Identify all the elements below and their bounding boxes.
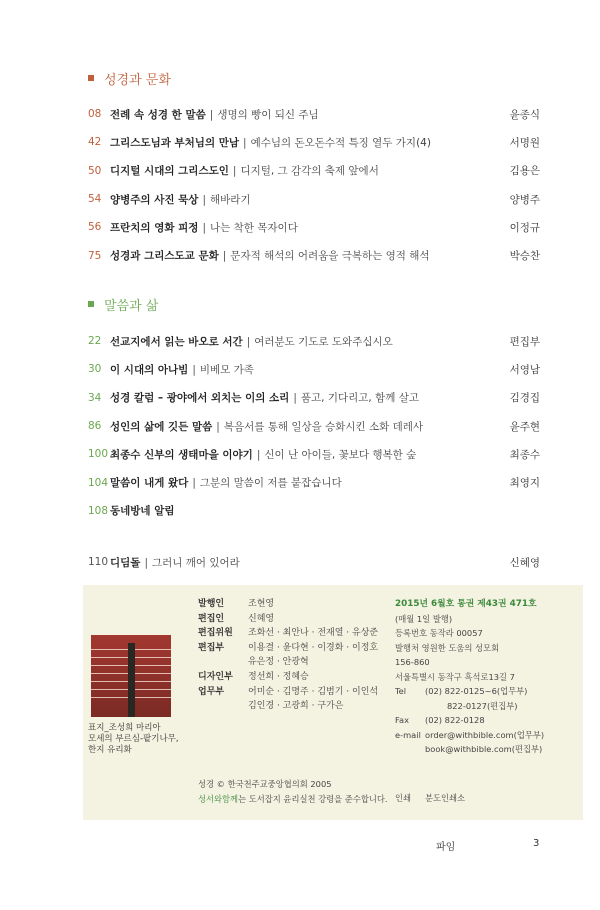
toc-entry bbox=[110, 192, 510, 207]
toc-row[interactable] bbox=[88, 384, 540, 412]
registration: 등록번호 동작라 00057 bbox=[395, 628, 483, 638]
publication-info bbox=[395, 597, 544, 757]
toc-row[interactable] bbox=[88, 497, 540, 525]
email-label: e-mail bbox=[395, 729, 421, 740]
entry-author: 윤주현 bbox=[509, 420, 540, 433]
entry-author: 최종수 bbox=[509, 448, 540, 461]
staff-names: 조화선 · 최안나 · 전재열 · 유상준 bbox=[248, 628, 379, 639]
ethics-line bbox=[198, 792, 388, 807]
staff-role: 편집인 bbox=[198, 613, 225, 624]
toc-row[interactable] bbox=[88, 440, 540, 468]
email-row bbox=[395, 728, 544, 743]
tel-label: Tel bbox=[395, 686, 407, 696]
tel-row bbox=[395, 684, 544, 699]
page-number: 50 bbox=[88, 164, 102, 177]
entry-author: 이정규 bbox=[509, 221, 540, 234]
toc-entry bbox=[110, 447, 510, 462]
entry-subtitle: 그분의 말씀이 저를 붙잡습니다 bbox=[199, 477, 342, 490]
entry-author: 양병주 bbox=[509, 193, 540, 206]
entry-author: 김경집 bbox=[509, 392, 540, 405]
page-number: 08 bbox=[88, 108, 102, 121]
toc-row[interactable] bbox=[88, 412, 540, 440]
toc-row[interactable] bbox=[88, 213, 540, 241]
entry-subtitle: 해바라기 bbox=[210, 193, 251, 206]
issue-number: 2015년 6월호 통권 제43권 471호 bbox=[395, 599, 537, 609]
running-footer-label: 파임 bbox=[436, 842, 456, 853]
entry-author: 편집부 bbox=[509, 335, 540, 348]
page-number: 54 bbox=[88, 193, 102, 206]
entry-author: 서명원 bbox=[509, 136, 540, 149]
separator: | bbox=[202, 193, 207, 206]
staff-row bbox=[198, 670, 378, 685]
separator: | bbox=[216, 420, 220, 433]
postcode: 156-860 bbox=[395, 657, 430, 667]
entry-title: 프란치의 영화 피정 bbox=[110, 221, 199, 234]
staff-role: 업무부 bbox=[198, 686, 225, 697]
staff-row bbox=[198, 699, 378, 714]
toc-row[interactable] bbox=[88, 100, 540, 128]
toc-row[interactable] bbox=[88, 241, 540, 269]
staff-names: 조현영 bbox=[248, 599, 275, 609]
separator: | bbox=[232, 165, 237, 178]
staff-row bbox=[198, 685, 378, 700]
bullet-square-icon bbox=[88, 301, 94, 307]
entry-author: 신혜영 bbox=[509, 556, 540, 569]
staff-row bbox=[198, 641, 378, 656]
printer-row bbox=[395, 792, 465, 804]
page-number: 100 bbox=[88, 448, 109, 461]
entry-subtitle: 여러분도 기도로 도와주십시오 bbox=[254, 335, 393, 348]
section-word-life bbox=[88, 294, 540, 525]
email-link[interactable]: order@withbible.com(업무부) bbox=[425, 729, 545, 740]
staff-names: 어미순 · 김명주 · 김범기 · 이인석 bbox=[248, 686, 379, 697]
page-number: 34 bbox=[88, 391, 102, 404]
entry-title: 성경 칼럼 – 광야에서 외치는 이의 소리 bbox=[110, 392, 290, 405]
separator: | bbox=[192, 363, 196, 376]
staff-row bbox=[198, 612, 378, 627]
entry-subtitle: 나는 착한 목자이다 bbox=[210, 221, 298, 234]
entry-author: 서영남 bbox=[509, 363, 540, 376]
cover-caption bbox=[88, 723, 179, 756]
cover-caption-line: 한지 유리화 bbox=[88, 745, 132, 755]
staff-names: 이용결 · 윤다현 · 이경화 · 이정호 bbox=[248, 642, 379, 653]
cover-caption-line: 모세의 부르심-팥기나무, bbox=[88, 734, 179, 744]
copyright-line: 성경 © 한국천주교중앙협의회 2005 bbox=[198, 779, 332, 789]
entry-title: 전례 속 성경 한 말씀 bbox=[110, 108, 206, 121]
toc-entry bbox=[110, 135, 510, 150]
entry-title: 말씀이 내게 왔다 bbox=[110, 477, 189, 490]
fax-value: (02) 822-0128 bbox=[425, 715, 485, 725]
toc-row[interactable] bbox=[88, 548, 540, 576]
toc-entry bbox=[110, 362, 510, 377]
page-number: 22 bbox=[88, 335, 102, 348]
separator: | bbox=[192, 477, 196, 490]
frequency: (매월 1일 발행) bbox=[395, 613, 453, 624]
section-title: 성경과 문화 bbox=[104, 72, 171, 88]
printer-label: 인쇄 bbox=[395, 793, 412, 803]
email-row-2 bbox=[395, 742, 544, 757]
tel-row-2 bbox=[395, 699, 544, 714]
separator: | bbox=[144, 556, 148, 569]
entry-author: 김용은 bbox=[509, 165, 540, 178]
entry-title: 양병주의 사진 묵상 bbox=[110, 193, 199, 206]
toc-row[interactable] bbox=[88, 355, 540, 383]
page-number: 75 bbox=[88, 249, 102, 262]
section-closing bbox=[88, 548, 540, 576]
entry-title: 디딤돌 bbox=[110, 556, 141, 569]
entry-author: 윤종식 bbox=[509, 108, 540, 121]
entry-author: 박승찬 bbox=[509, 250, 540, 263]
toc-row[interactable] bbox=[88, 157, 540, 185]
colophon-box bbox=[83, 585, 583, 820]
page-number: 42 bbox=[88, 136, 102, 149]
staff-row bbox=[198, 626, 378, 641]
section-culture bbox=[88, 68, 540, 270]
entry-title: 동네방네 알림 bbox=[110, 505, 175, 518]
staff-names: 유은정 · 안광혁 bbox=[248, 657, 309, 668]
staff-row bbox=[198, 655, 378, 670]
separator: | bbox=[222, 250, 227, 263]
section-title: 말씀과 삶 bbox=[104, 298, 159, 314]
fax-row bbox=[395, 713, 544, 728]
page-number: 108 bbox=[88, 504, 109, 517]
page-number: 30 bbox=[88, 363, 102, 376]
fax-label: Fax bbox=[395, 715, 410, 725]
entry-title: 성인의 삶에 깃든 말씀 bbox=[110, 420, 213, 433]
section-header bbox=[88, 294, 540, 314]
ethics-text: 는 도서잡지 윤리실천 강령을 준수합니다. bbox=[238, 794, 388, 804]
separator: | bbox=[246, 335, 251, 348]
entry-subtitle: 복음서를 통해 일상을 승화시킨 소화 데레사 bbox=[223, 420, 424, 433]
toc-row[interactable] bbox=[88, 185, 540, 213]
entry-subtitle: 품고, 기다리고, 함께 살고 bbox=[300, 392, 419, 405]
staff-row bbox=[198, 597, 378, 612]
separator: | bbox=[243, 136, 247, 149]
toc-entry bbox=[110, 220, 510, 235]
staff-names: 김인경 · 고광희 · 구가은 bbox=[248, 701, 344, 712]
tel-value: 822-0127(편집부) bbox=[447, 700, 518, 711]
toc-row[interactable] bbox=[88, 128, 540, 156]
entry-subtitle: 신이 난 아이들, 꽃보다 행복한 숲 bbox=[264, 448, 417, 461]
cover-figure bbox=[128, 643, 135, 717]
staff-role: 편집부 bbox=[198, 642, 225, 653]
toc-entry bbox=[110, 163, 510, 178]
separator: | bbox=[293, 392, 297, 405]
toc-row[interactable] bbox=[88, 468, 540, 496]
separator: | bbox=[202, 221, 207, 234]
page-number: 104 bbox=[88, 476, 109, 489]
entry-title: 최종수 신부의 생태마을 이야기 bbox=[110, 448, 253, 461]
toc-entry bbox=[110, 503, 540, 518]
entry-title: 디지털 시대의 그리스도인 bbox=[110, 165, 229, 178]
entry-subtitle: 생명의 빵이 되신 주님 bbox=[217, 108, 319, 121]
brand-name: 성서와함께 bbox=[198, 794, 239, 804]
separator: | bbox=[256, 448, 261, 461]
staff-role: 디자인부 bbox=[198, 671, 233, 682]
bullet-square-icon bbox=[88, 75, 94, 81]
toc-entry bbox=[110, 555, 510, 570]
toc-entry bbox=[110, 419, 510, 434]
publisher: 발행처 영원한 도움의 성모회 bbox=[395, 642, 500, 653]
staff-names: 신혜영 bbox=[248, 613, 275, 624]
tel-value: (02) 822-0125~6(업무부) bbox=[425, 686, 528, 696]
address: 서울특별시 동작구 흑석로13길 7 bbox=[395, 671, 515, 682]
toc-entry bbox=[110, 107, 510, 122]
entry-title: 그리스도님과 부처님의 만남 bbox=[110, 136, 240, 149]
entry-subtitle: 비베모 가족 bbox=[199, 363, 254, 376]
section-header bbox=[88, 68, 540, 88]
email-link[interactable]: book@withbible.com(편집부) bbox=[425, 744, 543, 754]
cover-image bbox=[91, 635, 171, 717]
entry-subtitle: 그러니 깨어 있어라 bbox=[151, 556, 240, 569]
entry-title: 이 시대의 아나빔 bbox=[110, 363, 189, 376]
staff-role: 편집위원 bbox=[198, 628, 233, 639]
toc-row[interactable] bbox=[88, 327, 540, 355]
staff-list bbox=[198, 597, 378, 714]
entry-subtitle: 디지털, 그 감각의 축제 앞에서 bbox=[240, 165, 379, 178]
entry-author: 최영지 bbox=[509, 477, 540, 490]
staff-names: 정선희 · 정혜승 bbox=[248, 671, 309, 682]
entry-subtitle: 예수님의 돈오돈수적 특징 열두 가지(4) bbox=[250, 136, 431, 149]
printer-value: 분도인쇄소 bbox=[425, 793, 466, 803]
entry-subtitle: 문자적 해석의 어려움을 극복하는 영적 해석 bbox=[230, 250, 430, 263]
staff-role: 발행인 bbox=[198, 599, 225, 609]
page-number: 56 bbox=[88, 221, 102, 234]
page-number: 110 bbox=[88, 556, 109, 569]
entry-title: 성경과 그리스도교 문화 bbox=[110, 250, 219, 263]
copyright-block bbox=[198, 777, 388, 807]
entry-title: 선교지에서 읽는 바오로 서간 bbox=[110, 335, 243, 348]
cover-caption-line: 표지_조성희 마리아 bbox=[88, 723, 161, 733]
toc-entry bbox=[110, 248, 510, 263]
toc-entry bbox=[110, 334, 510, 349]
page-number-footer: 3 bbox=[533, 838, 540, 849]
toc-entry bbox=[110, 475, 510, 490]
separator: | bbox=[209, 108, 214, 121]
page-number: 86 bbox=[88, 420, 102, 433]
toc-entry bbox=[110, 390, 510, 405]
